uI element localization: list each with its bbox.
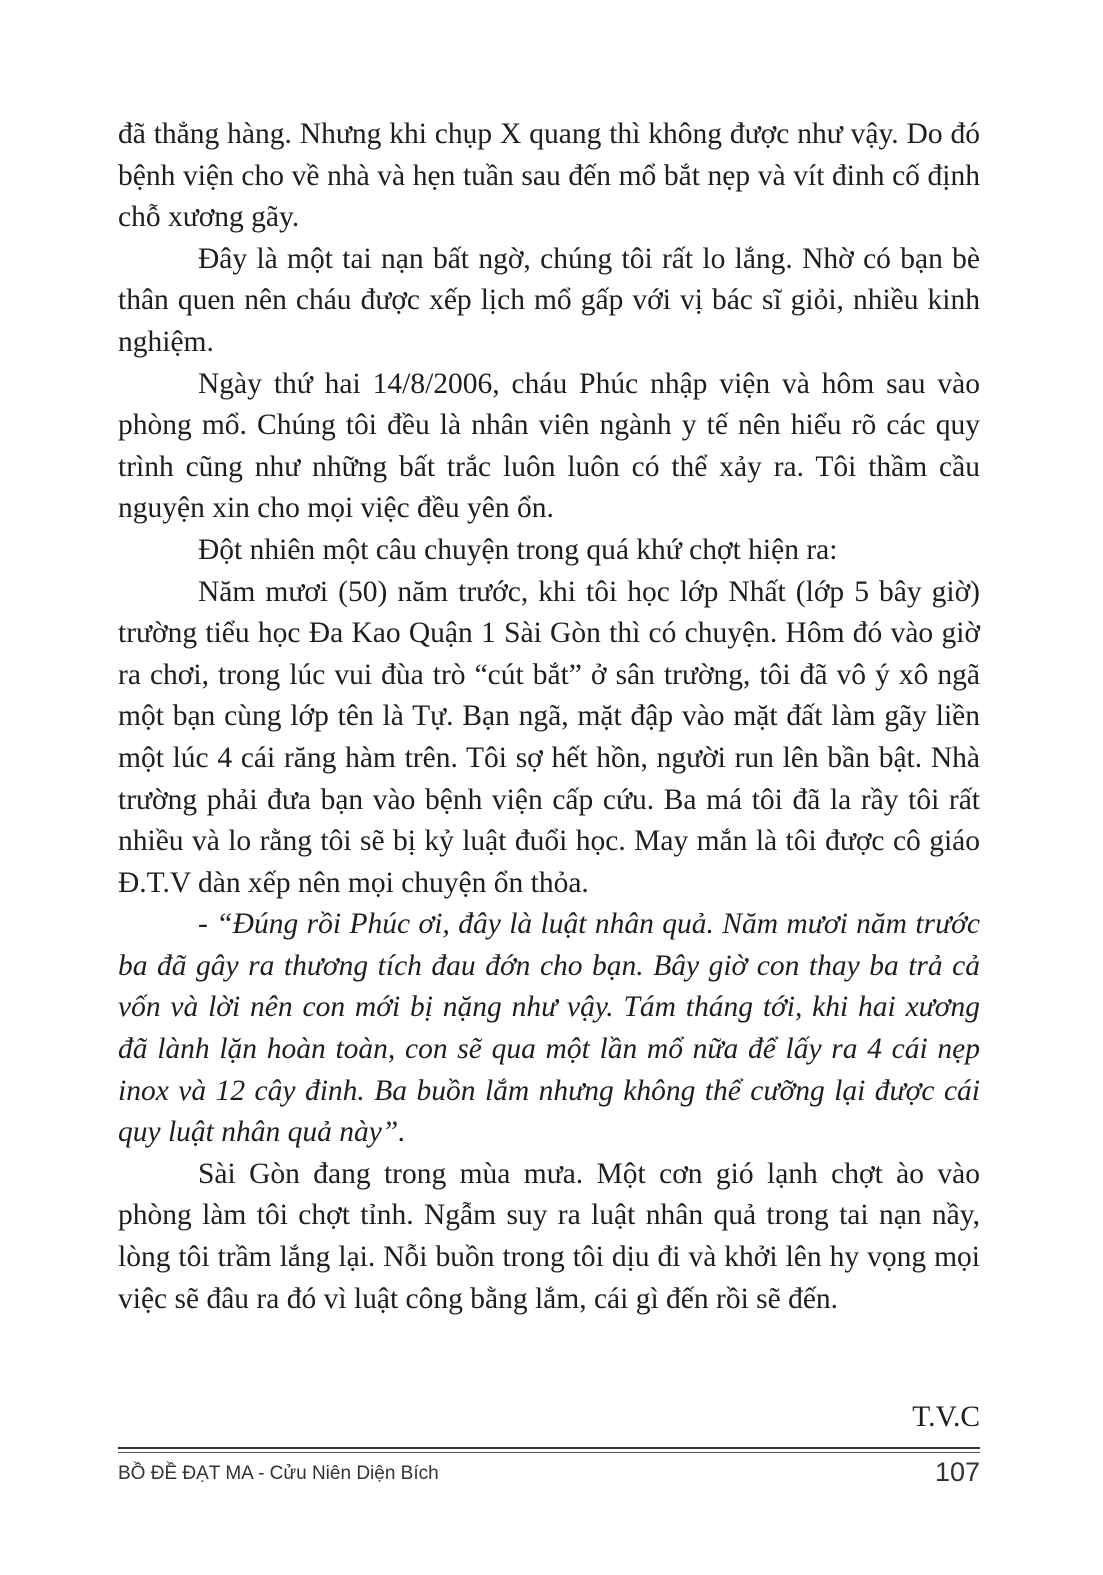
author-signature: T.V.C [912,1401,980,1433]
footer-divider-thin [118,1452,980,1453]
paragraph-7: Sài Gòn đang trong mùa mưa. Một cơn gió lạnh chợt ào vào phòng làm tôi chợt tỉnh. Ngẫm suy ra luật nhân quả trong tai nạn nầy, lòng tôi trầm lắng lại. Nỗi buồn trong tôi dịu đi và khởi lên hy vọng mọi việc sẽ đâu ra đó vì luật công bằng lắm, cái gì đến rồi sẽ đến. [118,1157,980,1315]
page-number: 107 [934,1457,980,1487]
paragraph-3: Ngày thứ hai 14/8/2006, cháu Phúc nhập viện và hôm sau vào phòng mổ. Chúng tôi đều là nhân viên ngành y tế nên hiểu rõ các quy trình cũng như những bất trắc luôn luôn có thể xảy ra. Tôi thầm cầu nguyện xin cho mọi việc đều yên ổn. [118,367,980,525]
footer-book-title: BỒ ĐỀ ĐẠT MA - Cửu Niên Diện Bích [118,1463,439,1484]
paragraph-1: đã thẳng hàng. Nhưng khi chụp X quang thì không được như vậy. Do đó bệnh viện cho về nhà và hẹn tuần sau đến mổ bắt nẹp và vít đinh cố định chỗ xương gãy. [118,118,980,234]
paragraph-2: Đây là một tai nạn bất ngờ, chúng tôi rất lo lắng. Nhờ có bạn bè thân quen nên cháu được xếp lịch mổ gấp với vị bác sĩ giỏi, nhiều kinh nghiệm. [118,242,980,358]
quote-paragraph: - “Đúng rồi Phúc ơi, đây là luật nhân quả. Năm mươi năm trước ba đã gây ra thương tích đau đớn cho bạn. Bây giờ con thay ba trả cả vốn và lời nên con mới bị nặng như vậy. Tám tháng tới, khi hai xương đã lành lặn hoàn toàn, con sẽ qua một lần mổ nữa để lấy ra 4 cái nẹp inox và 12 cây đinh. Ba buồn lắm nhưng không thể cưỡng lại được cái quy luật nhân quả này”. [118,908,980,1149]
footer-divider [118,1447,980,1449]
paragraph-5: Năm mươi (50) năm trước, khi tôi học lớp Nhất (lớp 5 bây giờ) trường tiểu học Đa Kao Quận 1 Sài Gòn thì có chuyện. Hôm đó vào giờ ra chơi, trong lúc vui đùa trò “cút bắt” ở sân trường, tôi đã vô ý xô ngã một bạn cùng lớp tên là Tự. Bạn ngã, mặt đập vào mặt đất làm gãy liền một lúc 4 cái răng hàm trên. Tôi sợ hết hồn, người run lên bần bật. Nhà trường phải đưa bạn vào bệnh viện cấp cứu. Ba má tôi đã la rầy tôi rất nhiều và lo rằng tôi sẽ bị kỷ luật đuổi học. May mắn là tôi được cô giáo Đ.T.V dàn xếp nên mọi chuyện ổn thỏa. [118,575,980,899]
paragraph-4: Đột nhiên một câu chuyện trong quá khứ chợt hiện ra: [198,533,838,566]
body-text [118,114,980,1320]
